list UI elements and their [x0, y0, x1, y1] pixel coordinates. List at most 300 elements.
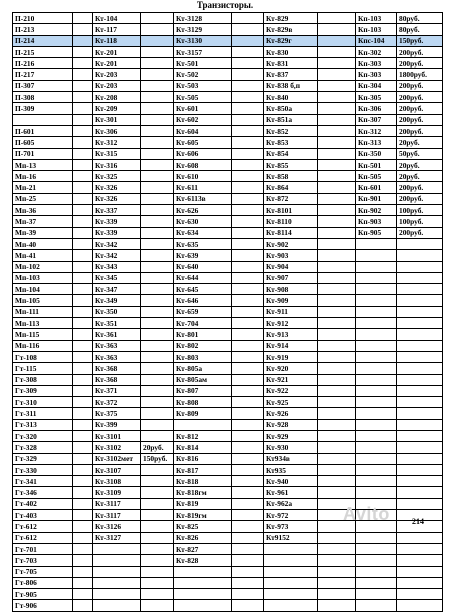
table-cell	[232, 216, 264, 227]
table-cell: Кт-604	[174, 125, 232, 136]
table-cell	[141, 137, 174, 148]
table-cell	[318, 340, 356, 351]
table-cell	[318, 13, 356, 24]
table-cell	[356, 532, 397, 543]
table-cell: Мп-39	[13, 227, 73, 238]
table-cell: Кт-854	[264, 148, 318, 159]
table-cell	[397, 351, 443, 362]
table-cell	[93, 577, 141, 588]
table-cell	[318, 295, 356, 306]
table-cell: Кп-350	[356, 148, 397, 159]
table-cell	[397, 442, 443, 453]
table-cell: Кт-342	[93, 238, 141, 249]
table-cell	[141, 498, 174, 509]
table-cell: Кт-339	[93, 227, 141, 238]
page-title: Транзисторы.	[196, 0, 254, 10]
table-cell: Мп-111	[13, 306, 73, 317]
table-cell: Кт-8101	[264, 205, 318, 216]
table-cell	[93, 589, 141, 600]
table-cell: Кт-326	[93, 193, 141, 204]
table-cell	[318, 148, 356, 159]
table-cell	[232, 227, 264, 238]
table-cell	[141, 284, 174, 295]
table-cell	[141, 148, 174, 159]
table-row	[13, 114, 443, 125]
table-row	[13, 532, 443, 543]
table-row	[13, 397, 443, 408]
table-row	[13, 46, 443, 57]
table-cell	[141, 543, 174, 554]
table-cell	[232, 238, 264, 249]
table-cell	[232, 250, 264, 261]
table-row	[13, 476, 443, 487]
table-cell: П-309	[13, 103, 73, 114]
table-cell	[73, 306, 93, 317]
table-cell: П-213	[13, 24, 73, 35]
table-cell	[356, 430, 397, 441]
table-cell	[93, 543, 141, 554]
table-cell: Кт-312	[93, 137, 141, 148]
table-cell	[318, 487, 356, 498]
table-cell	[232, 363, 264, 374]
table-cell	[318, 318, 356, 329]
table-cell: Мп-40	[13, 238, 73, 249]
table-cell	[318, 577, 356, 588]
table-cell	[73, 205, 93, 216]
table-cell	[318, 419, 356, 430]
table-cell	[232, 205, 264, 216]
table-cell: Кт-8110	[264, 216, 318, 227]
table-cell: Кт-858	[264, 171, 318, 182]
table-cell	[356, 543, 397, 554]
table-cell: Кпс-104	[356, 35, 397, 46]
table-cell: 200руб.	[397, 103, 443, 114]
table-cell	[318, 125, 356, 136]
table-cell	[318, 351, 356, 362]
table-cell: Кт-914	[264, 340, 318, 351]
table-cell: Кт-904	[264, 261, 318, 272]
table-cell	[141, 329, 174, 340]
table-cell	[356, 397, 397, 408]
table-cell	[318, 171, 356, 182]
table-cell: Кт-831	[264, 58, 318, 69]
table-cell	[397, 238, 443, 249]
table-cell: 200руб.	[397, 125, 443, 136]
table-cell	[141, 238, 174, 249]
table-cell: Кп-313	[356, 137, 397, 148]
table-cell	[73, 250, 93, 261]
table-cell	[141, 92, 174, 103]
table-cell	[318, 114, 356, 125]
table-cell: П-601	[13, 125, 73, 136]
table-cell: Кт-853	[264, 137, 318, 148]
table-cell	[232, 114, 264, 125]
table-cell	[356, 351, 397, 362]
table-cell: Мп-13	[13, 159, 73, 170]
table-cell: Кт9152	[264, 532, 318, 543]
table-cell	[141, 363, 174, 374]
table-row	[13, 408, 443, 419]
table-cell: Кт-973	[264, 521, 318, 532]
table-cell	[73, 137, 93, 148]
table-cell	[73, 24, 93, 35]
table-cell: 200руб.	[397, 58, 443, 69]
table-row	[13, 261, 443, 272]
table-cell	[318, 555, 356, 566]
table-cell	[232, 351, 264, 362]
table-cell	[318, 442, 356, 453]
table-cell	[232, 35, 264, 46]
table-cell: Кт-117	[93, 24, 141, 35]
table-cell: Кт-911	[264, 306, 318, 317]
table-cell	[318, 329, 356, 340]
table-cell	[73, 498, 93, 509]
table-cell: Кт-343	[93, 261, 141, 272]
table-cell	[356, 306, 397, 317]
table-cell	[397, 295, 443, 306]
table-cell	[397, 261, 443, 272]
table-cell: Кт-203	[93, 80, 141, 91]
table-cell	[318, 182, 356, 193]
table-cell: 80руб.	[397, 24, 443, 35]
table-cell: Кт-361	[93, 329, 141, 340]
table-cell	[141, 577, 174, 588]
table-cell	[141, 600, 174, 611]
table-cell: Кп-307	[356, 114, 397, 125]
table-cell	[232, 318, 264, 329]
table-cell	[318, 566, 356, 577]
table-cell	[73, 397, 93, 408]
table-cell: Кт-802	[174, 340, 232, 351]
table-cell: Кп-302	[356, 46, 397, 57]
table-cell: Кт-601	[174, 103, 232, 114]
table-cell	[318, 363, 356, 374]
table-cell	[73, 532, 93, 543]
table-cell	[141, 464, 174, 475]
table-cell	[318, 193, 356, 204]
table-cell	[397, 464, 443, 475]
table-cell	[232, 397, 264, 408]
table-cell: П-215	[13, 46, 73, 57]
table-cell	[356, 284, 397, 295]
table-cell	[232, 272, 264, 283]
table-cell	[318, 374, 356, 385]
table-cell	[232, 374, 264, 385]
table-cell	[318, 92, 356, 103]
table-cell	[141, 487, 174, 498]
table-cell: Мп-116	[13, 340, 73, 351]
table-cell	[141, 182, 174, 193]
table-row	[13, 589, 443, 600]
table-cell: Гт-313	[13, 419, 73, 430]
table-cell	[397, 543, 443, 554]
table-cell	[356, 385, 397, 396]
table-cell: Кт-909	[264, 295, 318, 306]
table-cell: Кт934в	[264, 453, 318, 464]
table-cell: Кт-645	[174, 284, 232, 295]
table-cell	[318, 385, 356, 396]
table-row	[13, 363, 443, 374]
table-cell: Гт-346	[13, 487, 73, 498]
table-cell: Кт-818гм	[174, 487, 232, 498]
table-row	[13, 306, 443, 317]
table-cell	[232, 58, 264, 69]
table-cell	[232, 442, 264, 453]
table-cell	[232, 521, 264, 532]
table-cell	[356, 250, 397, 261]
table-row	[13, 238, 443, 249]
table-cell: Гт-329	[13, 453, 73, 464]
table-cell	[318, 24, 356, 35]
table-cell	[232, 295, 264, 306]
table-cell: Кт-3109	[93, 487, 141, 498]
table-cell	[318, 103, 356, 114]
table-cell	[232, 125, 264, 136]
table-cell: Кт-203	[93, 69, 141, 80]
table-cell: Кт-375	[93, 408, 141, 419]
table-cell	[356, 453, 397, 464]
table-row	[13, 566, 443, 577]
table-cell	[141, 13, 174, 24]
table-row	[13, 92, 443, 103]
table-cell	[232, 92, 264, 103]
table-cell: Кт-829в	[264, 24, 318, 35]
table-cell: Мп-102	[13, 261, 73, 272]
table-cell	[397, 476, 443, 487]
table-cell: Кт-3117	[93, 498, 141, 509]
table-cell: Кт-201	[93, 46, 141, 57]
table-cell	[232, 137, 264, 148]
table-cell: Кт-316	[93, 159, 141, 170]
table-cell	[141, 24, 174, 35]
table-cell: Кт-925	[264, 397, 318, 408]
table-cell: Кт-3102мет	[93, 453, 141, 464]
table-cell	[73, 80, 93, 91]
table-cell	[73, 600, 93, 611]
table-cell	[264, 543, 318, 554]
table-cell: Кт-872	[264, 193, 318, 204]
table-cell: Гт-341	[13, 476, 73, 487]
table-cell: Кт-912	[264, 318, 318, 329]
table-cell	[73, 103, 93, 114]
table-cell: Кт-342	[93, 250, 141, 261]
table-cell	[73, 261, 93, 272]
table-cell	[73, 340, 93, 351]
table-cell	[73, 159, 93, 170]
table-row	[13, 103, 443, 114]
table-cell	[73, 453, 93, 464]
table-cell: Кт-315	[93, 148, 141, 159]
table-cell: Кт-659	[174, 306, 232, 317]
table-cell	[141, 216, 174, 227]
table-cell: Кт-940	[264, 476, 318, 487]
table-cell: Гт-308	[13, 374, 73, 385]
table-cell	[356, 261, 397, 272]
table-cell	[73, 487, 93, 498]
table-cell	[318, 408, 356, 419]
table-cell	[73, 363, 93, 374]
table-cell: Кт-399	[93, 419, 141, 430]
table-cell: Кт-805а	[174, 363, 232, 374]
table-cell	[141, 532, 174, 543]
table-cell: Кт-644	[174, 272, 232, 283]
table-cell: Кт-704	[174, 318, 232, 329]
table-cell	[356, 487, 397, 498]
table-cell	[73, 430, 93, 441]
table-cell: Кт-825	[174, 521, 232, 532]
table-cell	[318, 35, 356, 46]
table-cell	[356, 476, 397, 487]
table-cell: Кт-371	[93, 385, 141, 396]
table-cell: Кт-809	[174, 408, 232, 419]
table-cell: Гт-328	[13, 442, 73, 453]
table-cell	[397, 453, 443, 464]
table-cell	[73, 13, 93, 24]
table-cell: Мп-105	[13, 295, 73, 306]
table-cell: Кт-930	[264, 442, 318, 453]
table-cell: Кт-805ам	[174, 374, 232, 385]
table-cell: Гт-310	[13, 397, 73, 408]
table-row	[13, 272, 443, 283]
table-cell	[232, 103, 264, 114]
table-cell: Кт-351	[93, 318, 141, 329]
table-cell: Кт-502	[174, 69, 232, 80]
table-cell	[232, 159, 264, 170]
table-cell: Кт-903	[264, 250, 318, 261]
table-cell: Кп-501	[356, 159, 397, 170]
table-row	[13, 137, 443, 148]
table-cell	[232, 464, 264, 475]
table-cell	[397, 363, 443, 374]
table-cell	[356, 442, 397, 453]
table-cell: Кт-972	[264, 510, 318, 521]
table-cell	[318, 532, 356, 543]
table-cell	[73, 510, 93, 521]
table-cell: Кп-303	[356, 58, 397, 69]
table-cell	[73, 476, 93, 487]
table-cell	[356, 340, 397, 351]
table-cell: Кт-3127	[93, 532, 141, 543]
table-cell: Мп-16	[13, 171, 73, 182]
table-cell: Кт-922	[264, 385, 318, 396]
table-cell	[318, 205, 356, 216]
table-cell: Гт-403	[13, 510, 73, 521]
table-cell	[232, 430, 264, 441]
table-cell	[73, 216, 93, 227]
table-cell: Мп-113	[13, 318, 73, 329]
table-cell: Кт-503	[174, 80, 232, 91]
table-cell	[356, 600, 397, 611]
table-cell: 20руб.	[141, 442, 174, 453]
table-cell	[318, 430, 356, 441]
table-cell	[356, 272, 397, 283]
table-cell: Кт-301	[93, 114, 141, 125]
table-cell: Кт-817	[174, 464, 232, 475]
table-cell	[397, 397, 443, 408]
table-cell: Кт-829г	[264, 35, 318, 46]
table-cell	[141, 103, 174, 114]
table-cell: Кт-8114	[264, 227, 318, 238]
table-cell: Кп-312	[356, 125, 397, 136]
table-cell: Гт-705	[13, 566, 73, 577]
table-cell: Кп-601	[356, 182, 397, 193]
table-cell: Мп-25	[13, 193, 73, 204]
table-cell	[141, 46, 174, 57]
table-cell	[73, 46, 93, 57]
table-row	[13, 13, 443, 24]
table-cell	[264, 589, 318, 600]
table-cell: Кт-345	[93, 272, 141, 283]
table-cell: Кт-814	[174, 442, 232, 453]
table-cell: Мп-36	[13, 205, 73, 216]
table-cell: Кт-610	[174, 171, 232, 182]
table-cell: Гт-330	[13, 464, 73, 475]
table-row	[13, 58, 443, 69]
table-cell	[232, 193, 264, 204]
table-cell: Мп-103	[13, 272, 73, 283]
table-cell: 20руб.	[397, 137, 443, 148]
table-cell: 20руб.	[397, 159, 443, 170]
table-cell: 200руб.	[397, 80, 443, 91]
table-cell	[232, 566, 264, 577]
table-cell: Кт935	[264, 464, 318, 475]
table-row	[13, 227, 443, 238]
table-cell: 200руб.	[397, 182, 443, 193]
table-cell: Кт-3126	[93, 521, 141, 532]
table-cell: Кт-807	[174, 385, 232, 396]
table-cell	[73, 238, 93, 249]
table-cell: Кт-850а	[264, 103, 318, 114]
table-cell	[73, 555, 93, 566]
table-cell: Кт-6113в	[174, 193, 232, 204]
table-cell	[174, 577, 232, 588]
table-row	[13, 340, 443, 351]
table-cell: Кт-339	[93, 216, 141, 227]
table-row	[13, 250, 443, 261]
table-cell: Кп-103	[356, 13, 397, 24]
table-cell	[73, 543, 93, 554]
table-cell: Кт-3129	[174, 24, 232, 35]
table-cell	[397, 589, 443, 600]
table-cell	[141, 171, 174, 182]
table-cell: П-210	[13, 13, 73, 24]
table-cell	[397, 329, 443, 340]
table-cell: Кт-118	[93, 35, 141, 46]
table-cell: Кт-829	[264, 13, 318, 24]
table-row	[13, 487, 443, 498]
table-cell	[73, 58, 93, 69]
table-cell	[73, 171, 93, 182]
table-cell	[356, 363, 397, 374]
table-row	[13, 182, 443, 193]
table-cell: Кт-368	[93, 374, 141, 385]
table-cell	[318, 58, 356, 69]
table-cell: Кт-837	[264, 69, 318, 80]
table-cell	[73, 295, 93, 306]
table-row	[13, 374, 443, 385]
table-cell	[232, 498, 264, 509]
table-cell	[318, 306, 356, 317]
table-cell: Кт-928	[264, 419, 318, 430]
table-row	[13, 555, 443, 566]
table-cell: Кт-819гм	[174, 510, 232, 521]
table-row	[13, 385, 443, 396]
table-cell	[73, 92, 93, 103]
table-cell	[318, 216, 356, 227]
table-cell: П-701	[13, 148, 73, 159]
table-cell: Кт-350	[93, 306, 141, 317]
table-cell: Кт-630	[174, 216, 232, 227]
